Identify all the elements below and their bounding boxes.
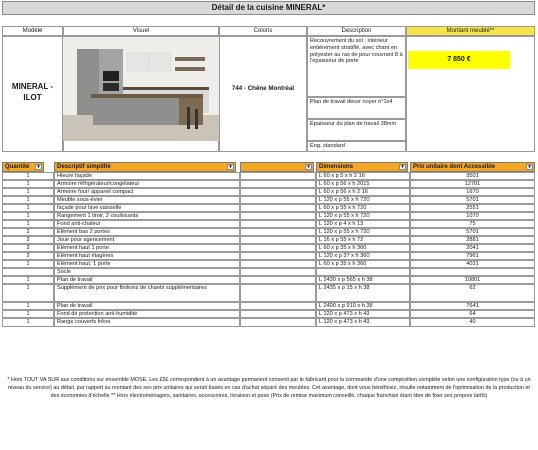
sheet-title: Détail de la cuisine MINERAL*	[2, 1, 535, 15]
row-prix	[410, 268, 535, 276]
coloris-value: 744 - Chêne Montréal	[231, 85, 295, 92]
row-descriptif: Élément bas 2 portes	[54, 228, 240, 236]
row-quantite: 1	[2, 180, 54, 188]
row-dimensions: L 60 x p 35 x h 360	[316, 260, 410, 268]
row-prix: 5701	[410, 196, 535, 204]
header-visuel: Visuel	[63, 26, 219, 36]
row-blank	[240, 212, 316, 220]
filter-dropdown-icon[interactable]: ▾	[227, 164, 234, 170]
row-quantite: 1	[2, 318, 54, 327]
row-prix: 5701	[410, 228, 535, 236]
row-dimensions: L 120 x p 55 x h 720	[316, 196, 410, 204]
col-dimensions-label: Dimensions	[319, 164, 354, 170]
row-descriptif: Élément haut étagères	[54, 252, 240, 260]
row-quantite: 2	[2, 236, 54, 244]
header-modele: Modèle	[2, 26, 63, 36]
row-quantite: 2	[2, 244, 54, 252]
row-prix: 12701	[410, 180, 535, 188]
row-descriptif: Fond anti-chaleur	[54, 220, 240, 228]
row-descriptif: Armoire réfrigérateur/congélateur	[54, 180, 240, 188]
row-descriptif: Rangement 1 tiroir, 2 coulissants	[54, 212, 240, 220]
row-quantite: 1	[2, 276, 54, 284]
row-blank	[240, 318, 316, 327]
row-quantite: 1	[2, 204, 54, 212]
row-blank	[240, 302, 316, 310]
header-coloris: Coloris	[219, 26, 307, 36]
price-value: 7 850 €	[408, 51, 510, 69]
row-dimensions: L 60 x p 5 x h 2 16	[316, 172, 410, 180]
row-quantite: 1	[2, 212, 54, 220]
row-blank	[240, 204, 316, 212]
row-descriptif: Range couverts frêne	[54, 318, 240, 327]
row-descriptif: Meuble sous-évier	[54, 196, 240, 204]
row-blank	[240, 310, 316, 318]
row-dimensions: L 2435 x p 15 x h 38	[316, 284, 410, 302]
filter-dropdown-icon[interactable]: ▾	[35, 164, 42, 170]
col-descriptif-label: Descriptif simplifié	[57, 164, 111, 170]
row-quantite: 2	[2, 252, 54, 260]
col-quantite-label: Quantité	[5, 164, 30, 170]
row-blank	[240, 244, 316, 252]
filter-dropdown-icon[interactable]: ▾	[399, 164, 406, 170]
row-dimensions	[316, 268, 410, 276]
model-cell	[2, 36, 63, 152]
row-descriptif: Fond de protection anti-humidité	[54, 310, 240, 318]
row-prix: 3501	[410, 172, 535, 180]
coloris-cell	[219, 36, 307, 152]
row-dimensions: L 60 x p 35 x h 360	[316, 244, 410, 252]
row-blank	[240, 252, 316, 260]
row-prix: 62	[410, 284, 535, 302]
row-prix: 64	[410, 310, 535, 318]
description-line-3: Épaisseur du plan de travail 38mm	[307, 119, 406, 141]
row-descriptif: Élément haut 1 porte	[54, 244, 240, 252]
col-quantite[interactable]	[2, 162, 44, 172]
model-name: MINERAL - ILOT	[11, 82, 54, 102]
col-descriptif[interactable]	[54, 162, 236, 172]
row-prix: 1070	[410, 212, 535, 220]
row-blank	[240, 220, 316, 228]
row-dimensions: L 2430 x p 565 x h 38	[316, 276, 410, 284]
row-blank	[240, 172, 316, 180]
row-descriptif: Armoire four/ appareil compact	[54, 188, 240, 196]
row-quantite	[2, 268, 54, 276]
row-blank	[240, 268, 316, 276]
row-blank	[240, 196, 316, 204]
row-quantite: 1	[2, 260, 54, 268]
row-quantite: 1	[2, 196, 54, 204]
row-descriptif: Élément haut, 1 porte	[54, 260, 240, 268]
row-prix: 7641	[410, 302, 535, 310]
row-blank	[240, 188, 316, 196]
row-prix: 2041	[410, 244, 535, 252]
col-dimensions[interactable]	[316, 162, 408, 172]
row-dimensions: L 120 x p 4 x h 13	[316, 220, 410, 228]
row-prix: 4031	[410, 260, 535, 268]
row-dimensions: L 2400 x p 910 x h 38	[316, 302, 410, 310]
row-dimensions: L 120 x p 55 x h 720	[316, 228, 410, 236]
row-prix: 2881	[410, 236, 535, 244]
row-prix: 7961	[410, 252, 535, 260]
row-quantite: 1	[2, 220, 54, 228]
row-prix: 10801	[410, 276, 535, 284]
kitchen-image	[63, 37, 219, 141]
description-line-2: Plan de travail décor noyer n°1x4	[307, 97, 406, 119]
row-descriptif: Plan de travail	[54, 302, 240, 310]
row-prix: 1670	[410, 188, 535, 196]
header-montant: Montant meublé**	[406, 26, 535, 36]
row-quantite: 1	[2, 310, 54, 318]
row-dimensions: L 120 x p 55 x h 720	[316, 212, 410, 220]
row-descriptif: Socle	[54, 268, 240, 276]
row-dimensions: L 120 x p 473 x h 43	[316, 310, 410, 318]
row-blank	[240, 284, 316, 302]
row-quantite: 2	[2, 228, 54, 236]
row-prix: 75	[410, 220, 535, 228]
row-prix: 40	[410, 318, 535, 327]
row-dimensions: L 60 x p 56 x h 2 16	[316, 188, 410, 196]
filter-dropdown-icon[interactable]: ▾	[526, 164, 533, 170]
row-descriptif: Joue pour agencement	[54, 236, 240, 244]
footnote: * Hors TOUT VA SUR aux conditions sur ensemble MOSE. Les £5£ correspondent à un avantage permanent consenti par le fabricant pour la commande d'une composition complète selon une configuration type (ou à un niveau du service) au détail, par rapport au montant des ses prix unitaires qui serait basés en cas d'achat séparé des meubles. Cet avantage, dont vous bénéficiez, résulte notamment de l'optimisation de la production et des économies d'échelle ** Hors électroménagers, sanitaires, accessoires, livraison et pose (Prix de remise maximum conseillé, chaque franchisé étant libre de fixer ses propres tarifs)	[7, 377, 531, 399]
row-blank	[240, 276, 316, 284]
row-quantite: 1	[2, 172, 54, 180]
description-line-4: Éng. standard	[307, 141, 406, 152]
description-line-1: Recouvrement du sol : intérieur entièrement stratifié, avec chant en polyester au ras de pour couvrant 8 à l'épaisseur de porte	[307, 36, 406, 97]
row-descriptif: Hieure façade	[54, 172, 240, 180]
row-descriptif: Supplément de prix pour finitions de chants supplémentaires	[54, 284, 240, 302]
row-dimensions: L 120 x p 473 x h 43	[316, 318, 410, 327]
row-quantite: 1	[2, 284, 54, 302]
row-quantite: 1	[2, 302, 54, 310]
row-dimensions: L 120 x p 37 x h 360	[316, 252, 410, 260]
row-blank	[240, 180, 316, 188]
row-blank	[240, 236, 316, 244]
row-dimensions: L 60 x p 55 x h 720	[316, 204, 410, 212]
row-dimensions: L 60 x p 56 x h 2015	[316, 180, 410, 188]
filter-dropdown-icon[interactable]: ▾	[305, 164, 312, 170]
row-quantite: 1	[2, 188, 54, 196]
row-descriptif: façade pour lave vaisselle	[54, 204, 240, 212]
col-prix-label: Prix unitaire dont Accessible	[413, 164, 496, 170]
row-dimensions: L 16 x p 55 x h 72	[316, 236, 410, 244]
row-blank	[240, 260, 316, 268]
row-blank	[240, 228, 316, 236]
row-prix: 2551	[410, 204, 535, 212]
col-blank[interactable]	[240, 162, 314, 172]
row-descriptif: Plan de travail	[54, 276, 240, 284]
col-prix[interactable]	[410, 162, 535, 172]
header-description: Description	[307, 26, 406, 36]
